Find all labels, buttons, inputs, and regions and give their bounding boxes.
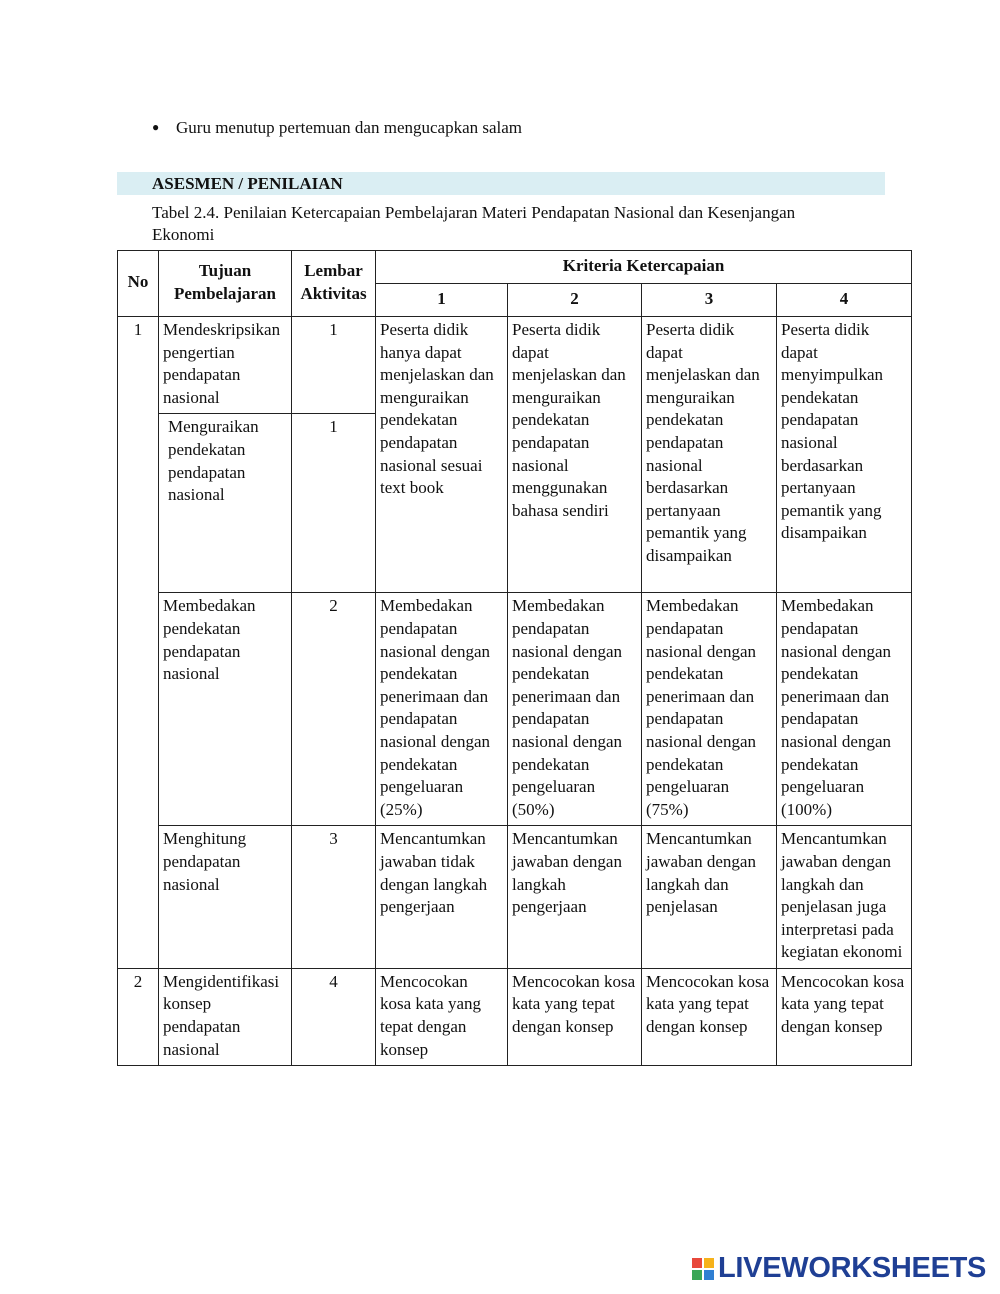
logo-square: [692, 1270, 702, 1280]
logo-grid-icon: [692, 1258, 714, 1280]
table-caption: Tabel 2.4. Penilaian Ketercapaian Pembelajaran Materi Pendapatan Nasional dan Kesenjangan Ekonomi: [152, 203, 796, 244]
row-tujuan: Menguraikan pendekatan pendapatan nasional: [159, 414, 292, 593]
criteria-level-3: Peserta didik dapat menjelaskan dan menguraikan pendekatan pendapatan nasional berdasarkan pertanyaan pemantik yang disampaikan: [642, 317, 777, 593]
header-level-2: 2: [508, 284, 642, 317]
criteria-level-3: Mencocokan kosa kata yang tepat dengan konsep: [642, 968, 777, 1065]
bullet-text: Guru menutup pertemuan dan mengucapkan salam: [176, 118, 523, 137]
criteria-level-4: Peserta didik dapat menyimpulkan pendekatan pendapatan nasional berdasarkan pertanyaan pemantik yang disampaikan: [777, 317, 912, 593]
logo-square: [704, 1270, 714, 1280]
bullet-icon: ●: [152, 120, 160, 134]
logo-square: [704, 1258, 714, 1268]
row-lembar: 4: [292, 968, 376, 1065]
liveworksheets-logo: [692, 1252, 986, 1285]
row-tujuan: Mendeskripsikan pengertian pendapatan nasional: [159, 317, 292, 414]
row-tujuan: Membedakan pendekatan pendapatan nasional: [159, 593, 292, 826]
row-lembar: 2: [292, 593, 376, 826]
row-no: 1: [118, 317, 159, 969]
criteria-level-2: Mencantumkan jawaban dengan langkah pengerjaan: [508, 826, 642, 969]
logo-text: LIVEWORKSHEETS: [718, 1252, 987, 1284]
table-row: [118, 593, 912, 826]
row-tujuan: Menghitung pendapatan nasional: [159, 826, 292, 969]
header-row-1: [118, 251, 912, 284]
row-tujuan: Mengidentifikasi konsep pendapatan nasional: [159, 968, 292, 1065]
criteria-level-3: Membedakan pendapatan nasional dengan pendekatan penerimaan dan pendapatan nasional dengan pendekatan pengeluaran (75%): [642, 593, 777, 826]
criteria-level-2: Peserta didik dapat menjelaskan dan menguraikan pendekatan pendapatan nasional menggunakan bahasa sendiri: [508, 317, 642, 593]
row-lembar: 1: [292, 414, 376, 593]
table-row: [118, 826, 912, 969]
criteria-level-1: Mencocokan kosa kata yang tepat dengan konsep: [376, 968, 508, 1065]
criteria-level-4: Mencantumkan jawaban dengan langkah dan penjelasan juga interpretasi pada kegiatan ekonomi: [777, 826, 912, 969]
row-no: 2: [118, 968, 159, 1065]
table-row: [118, 968, 912, 1065]
row-lembar: 3: [292, 826, 376, 969]
criteria-level-1: Membedakan pendapatan nasional dengan pendekatan penerimaan dan pendapatan nasional dengan pendekatan pengeluaran (25%): [376, 593, 508, 826]
criteria-level-2: Mencocokan kosa kata yang tepat dengan konsep: [508, 968, 642, 1065]
closing-bullet: [152, 118, 522, 138]
header-level-1: 1: [376, 284, 508, 317]
table-row: [118, 317, 912, 414]
assessment-table: [117, 250, 912, 1066]
logo-square: [692, 1258, 702, 1268]
header-level-4: 4: [777, 284, 912, 317]
criteria-level-1: Mencantumkan jawaban tidak dengan langkah pengerjaan: [376, 826, 508, 969]
section-title: ASESMEN / PENILAIAN: [152, 174, 343, 193]
criteria-level-1: Peserta didik hanya dapat menjelaskan dan menguraikan pendekatan pendapatan nasional sesuai text book: [376, 317, 508, 593]
criteria-level-2: Membedakan pendapatan nasional dengan pendekatan penerimaan dan pendapatan nasional dengan pendekatan pengeluaran (50%): [508, 593, 642, 826]
criteria-level-3: Mencantumkan jawaban dengan langkah dan penjelasan: [642, 826, 777, 969]
header-no: No: [118, 251, 159, 317]
header-tujuan: Tujuan Pembelajaran: [159, 251, 292, 317]
row-lembar: 1: [292, 317, 376, 414]
criteria-level-4: Membedakan pendapatan nasional dengan pendekatan penerimaan dan pendapatan nasional dengan pendekatan pengeluaran (100%): [777, 593, 912, 826]
header-lembar: Lembar Aktivitas: [292, 251, 376, 317]
header-kriteria: Kriteria Ketercapaian: [376, 251, 912, 284]
header-level-3: 3: [642, 284, 777, 317]
criteria-level-4: Mencocokan kosa kata yang tepat dengan konsep: [777, 968, 912, 1065]
